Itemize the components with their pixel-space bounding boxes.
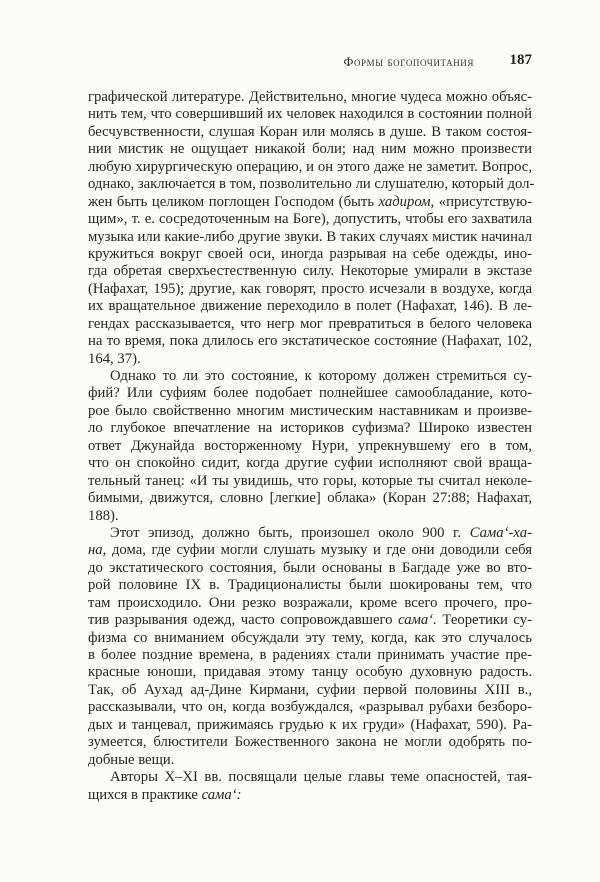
running-title: Формы богопочитания <box>343 55 474 69</box>
text-segment: Этот эпизод, должно быть, произошел около 900 г. <box>110 524 470 541</box>
text-line <box>88 752 532 769</box>
text-line <box>88 89 532 106</box>
italic-term: Сама‘-ха- <box>469 524 532 541</box>
text-segment: их вращательное движение переходило в полет (Нафахат, 146). В ле- <box>88 298 532 315</box>
italic-term: на, <box>88 542 107 559</box>
text-segment: дома, где суфии могли слушать музыку и где они доводили себя <box>106 542 532 559</box>
text-line <box>88 229 532 246</box>
text-segment: гда обретая сверхъестественную силу. Некоторые умирали в экстазе <box>88 263 532 280</box>
text-segment: зумеется, блюстители Божественного закона не могли одобрять по- <box>88 734 532 751</box>
text-segment: кружиться вокруг своей оси, иногда разрывая на себе одежды, ино- <box>88 245 532 262</box>
text-segment: жен быть целиком поглощен Господом (быть <box>88 193 379 210</box>
text-line <box>88 385 532 402</box>
text-segment: рассказывали, что он, когда возбуждался, «разрывал рубахи безборо- <box>88 699 532 716</box>
text-segment: (Нафахат, 195); другие, как говорят, просто исчезали в воздухе, когда <box>88 280 532 297</box>
paragraph <box>88 368 532 525</box>
text-segment: на то время, пока длилось его экстатическое состояние (Нафахат, 102, <box>88 333 532 350</box>
text-line <box>88 211 532 228</box>
text-segment: ответ Джунайда восторженному Нури, упрекнувшему его в том, <box>88 437 532 454</box>
text-segment: 164, 37). <box>88 350 141 367</box>
text-segment: однако, заключается в том, позволительно ли слушателю, который дол- <box>88 176 535 193</box>
text-line <box>88 298 532 315</box>
text-segment: бимыми, движутся, словно [легкие] облака» (Коран 27:88; Нафахат, <box>88 490 532 507</box>
text-line <box>88 595 532 612</box>
text-line <box>88 682 532 699</box>
text-line <box>88 734 532 751</box>
text-line <box>88 124 532 141</box>
text-segment: графической литературе. Действительно, многие чудеса можно объяс- <box>88 89 532 105</box>
text-line <box>88 403 532 420</box>
page-number: 187 <box>509 52 532 68</box>
text-line <box>88 141 532 158</box>
text-line <box>88 368 532 385</box>
italic-term: хадиром, <box>378 193 435 210</box>
text-segment: что он спокойно сидит, когда другие суфии исполняют свой враща- <box>88 455 532 472</box>
text-line <box>88 351 532 368</box>
text-segment: бесчувственности, слушая Коран или молясь в душе. В таком состоя- <box>88 123 532 140</box>
text-segment: ло глубокое впечатление на историков суфизма? Широко известен <box>88 420 532 437</box>
text-line <box>88 106 532 123</box>
text-segment: там происходило. Они резко возражали, кроме всего прочего, про- <box>88 594 532 611</box>
text-line <box>88 246 532 263</box>
text-line <box>88 281 532 298</box>
text-line <box>88 560 532 577</box>
text-segment: Однако то ли это состояние, к которому должен стремиться су- <box>110 368 532 384</box>
text-line <box>88 647 532 664</box>
text-line <box>88 717 532 734</box>
text-segment: добные вещи. <box>88 751 175 768</box>
text-segment: рой половине IX в. Традиционалисты были шокированы тем, что <box>88 577 532 594</box>
paragraph <box>88 769 532 804</box>
text-line <box>88 420 532 437</box>
italic-term: сама‘: <box>201 786 242 803</box>
text-segment: дых и танцевал, прижимаясь грудью к их груди» (Нафахат, 590). Ра- <box>88 716 532 733</box>
text-line <box>88 612 532 629</box>
text-segment: Авторы X–XI вв. посвящали целые главы теме опасностей, тая- <box>110 769 532 786</box>
text-line <box>88 316 532 333</box>
text-line <box>88 263 532 280</box>
text-line <box>88 699 532 716</box>
text-segment: тельный танец: «И ты увидишь, что горы, которые ты считал неколе- <box>88 472 532 489</box>
text-segment: красные юноши, придавая этому танцу особую духовную радость. <box>88 664 532 681</box>
text-segment: щим», т. е. сосредоточенным на Боге), допустить, чтобы его захватила <box>88 211 532 228</box>
text-segment: Так, об Аухад ад-Дине Кирмани, суфии первой половины XIII в., <box>88 681 532 698</box>
text-segment: щихся в практике <box>88 786 202 803</box>
text-line <box>88 473 532 490</box>
text-segment: физма со вниманием обсуждали эту тему, когда, как это случалось <box>88 629 532 646</box>
text-segment: до экстатического состояния, были основаны в Багдаде уже во вто- <box>88 559 532 576</box>
text-line <box>88 194 532 211</box>
text-segment: «присутствую- <box>434 193 532 210</box>
text-line <box>88 438 532 455</box>
text-segment: музыка или какие-либо другие звуки. В таких случаях мистик начинал <box>88 228 532 245</box>
text-line <box>88 664 532 681</box>
text-line <box>88 176 535 193</box>
text-line <box>88 508 532 525</box>
text-segment: рое было свойственно многим мистическим наставникам и произве- <box>88 402 532 419</box>
text-line <box>88 630 532 647</box>
italic-term: сама‘. <box>398 612 437 629</box>
text-segment: Теоретики су- <box>436 612 532 629</box>
text-segment: гендах рассказывается, что негр мог превратиться в белого человека <box>88 315 532 332</box>
text-segment: фий? Или суфиям более подобает полнейшее самообладание, кото- <box>88 385 532 402</box>
text-line <box>88 769 532 786</box>
text-line <box>88 455 532 472</box>
text-line <box>88 542 532 559</box>
text-line <box>88 159 532 176</box>
paragraph <box>88 525 532 769</box>
text-segment: нии мистик не ощущает никакой боли; над ним можно произвести <box>88 141 532 158</box>
text-line <box>88 577 532 594</box>
text-line <box>88 787 532 804</box>
paragraph <box>88 89 535 368</box>
text-segment: тив разрывания одежд, часто сопровождавшего <box>88 612 399 629</box>
page-header <box>88 52 532 72</box>
text-segment: в более поздние времена, в радениях стали принимать участие пре- <box>88 647 532 663</box>
text-segment: нить тем, что совершивший их человек находился в состоянии полной <box>88 106 532 123</box>
text-line <box>88 490 532 507</box>
text-segment: любую хирургическую операцию, и он этого даже не заметит. Вопрос, <box>88 158 532 175</box>
text-line <box>88 525 532 542</box>
text-segment: 188). <box>88 507 119 524</box>
text-line <box>88 333 532 350</box>
page-body-text <box>88 89 535 804</box>
